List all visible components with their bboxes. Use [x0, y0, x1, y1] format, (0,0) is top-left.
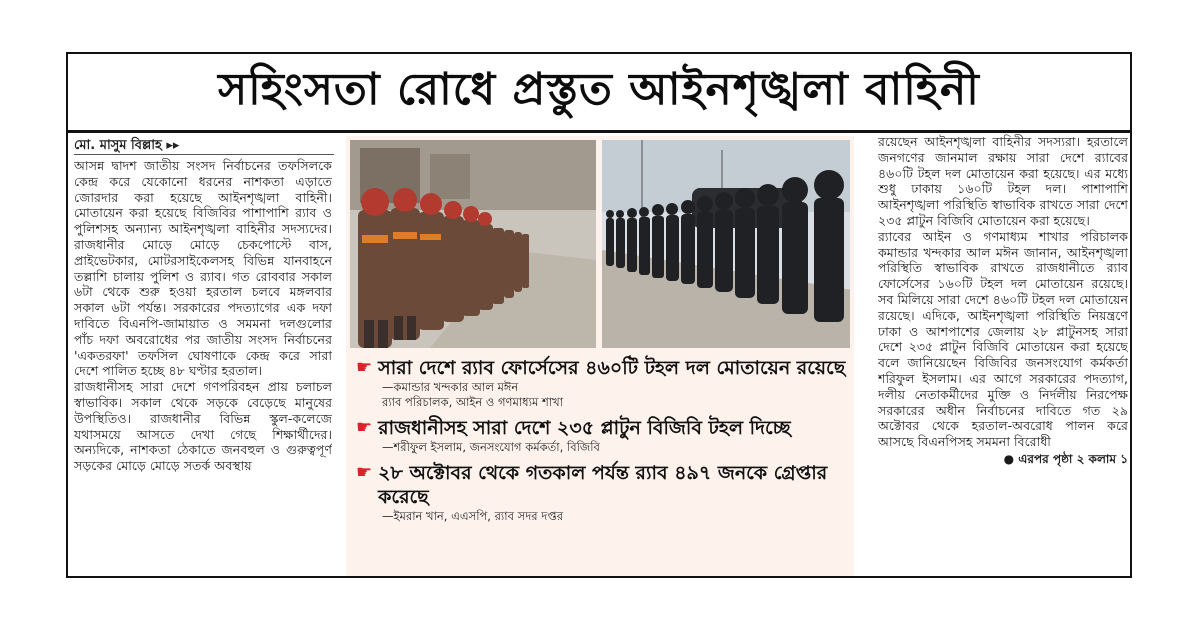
quote-headline: ২৮ অক্টোবর থেকে গতকাল পর্যন্ত র‍্যাব ৪৯৭ জনকে গ্রেপ্তার করেছে: [378, 462, 828, 508]
quote-source: —কমান্ডার খন্দকার আল মঈন: [382, 380, 519, 394]
continued-note: ● এরপর পৃষ্ঠা ২ কলাম ১: [1003, 451, 1128, 466]
quote-source-title: র‍্যাব পরিচালক, আইন ও গণমাধ্যম শাখা: [382, 395, 564, 409]
byline: মো. মাসুম বিল্লাহ ▸▸: [74, 138, 180, 153]
photo-rab-personnel-image: [602, 140, 850, 348]
pointing-hand-icon: ☛: [356, 357, 373, 378]
paragraph: র‍্যাবের আইন ও গণমাধ্যম শাখার পরিচালক কমান্ডার খন্দকার আল মঈন জানান, আইনশৃঙ্খলা পরিস্থিতি স্বাভাবিক রাখতে রাজধানীতে র‍্যাব ফোর্সেসের ১৬০টি টহল দল মোতায়েন রয়েছে। সব মিলিয়ে সারা দেশে ৪৬০টি টহল দল মোতায়েন রয়েছে। এদিকে, আইনশৃঙ্খলা পরিস্থিতি নিয়ন্ত্রণে ঢাকা ও আশপাশের জেলায় ২৮ প্লাটুনসহ সারা দেশে ২৩৫ প্লাটুন বিজিবি মোতায়েন করা হয়েছে বলে জানিয়েছেন বিজিবির জনসংযোগ কর্মকর্তা শরিফুল ইসলাম। এর আগে সরকারের পদত্যাগ, দলীয় নেতাকর্মীদের মুক্তি ও নির্দলীয় নিরপেক্ষ সরকারের অধীন নির্বাচনের দাবিতে গত ২৯ অক্টোবর থেকে হরতাল-অবরোধ পালন করে আসছে বিএনপিসহ সমমনা বিরোধী: [878, 228, 1128, 450]
right-column: [878, 134, 1128, 554]
quote-headline: রাজধানীসহ সারা দেশে ২৩৫ প্লাটুন বিজিবি টহল দিচ্ছে: [378, 417, 791, 439]
photo-bgb-soldiers: [350, 140, 598, 348]
headline-rule: [68, 130, 1130, 133]
photo-bgb-soldiers-image: [350, 140, 596, 348]
quote-headline: সারা দেশে র‍্যাব ফোর্সেসের ৪৬০টি টহল দল মোতায়েন রয়েছে: [378, 357, 846, 379]
quote-item: [356, 356, 846, 410]
quote-source: —শরীফুল ইসলাম, জনসংযোগ কর্মকর্তা, বিজিবি: [382, 440, 600, 454]
quote-item: [356, 416, 846, 455]
photo-rab-personnel: [602, 140, 850, 348]
paragraph: রয়েছেন আইনশৃঙ্খলা বাহিনীর সদস্যরা। হরতালে জনগণের জানমাল রক্ষায় সারা দেশে র‍্যাবের ৪৬০টি টহল দল মোতায়েন করা হয়েছে। এর মধ্যে শুধু ঢাকায় ১৬০টি টহল দল। পাশাপাশি আইনশৃঙ্খলা পরিস্থিতি স্বাভাবিক রাখতে সারা দেশে ২৩৫ প্লাটুন বিজিবি মোতায়েন করা হয়েছে।: [878, 134, 1128, 228]
quote-item: [356, 461, 846, 524]
paragraph: রাজধানীসহ সারা দেশে গণপরিবহন প্রায় চলাচল স্বাভাবিক। সকাল থেকে সড়কে বেড়েছে মানুষের উপস্থিতিও। রাজধানীর বিভিন্ন স্কুল-কলেজে যথাসময়ে আসতে দেখা গেছে শিক্ষার্থীদের। অন্যদিকে, নাশকতা ঠেকাতে জনবহুল ও গুরুত্বপূর্ণ সড়কের মোড়ে মোড়ে সতর্ক অবস্থায়: [74, 379, 332, 474]
left-column: [74, 158, 332, 578]
quote-source: —ইমরান খান, এএসপি, র‍্যাব সদর দপ্তর: [382, 509, 564, 523]
photo-strip: [350, 140, 850, 348]
paragraph: আসন্ন দ্বাদশ জাতীয় সংসদ নির্বাচনের তফসিলকে কেন্দ্র করে যেকোনো ধরনের নাশকতা এড়াতে জোরদার করা হয়েছে আইনশৃঙ্খলা বাহিনী। মোতায়েন করা হয়েছে বিজিবির পাশাপাশি র‍্যাব ও পুলিশসহ অন্যান্য আইনশৃঙ্খলা বাহিনীর সদস্যদের। রাজধানীর মোড়ে মোড়ে চেকপোস্টে বাস, প্রাইভেটকার, মোটরসাইকেলসহ বিভিন্ন যানবাহনে তল্লাশি চালায় পুলিশ ও র‍্যাব। গত রোববার সকাল ৬টা থেকে শুরু হওয়া হরতাল চলবে মঙ্গলবার সকাল ৬টা পর্যন্ত। সরকারের পদত্যাগের এক দফা দাবিতে বিএনপি-জামায়াত ও সমমনা দলগুলোর পাঁচ দফা অবরোধের পর জাতীয় সংসদ নির্বাচনের 'একতরফা' তফসিল ঘোষণাকে কেন্দ্র করে সারা দেশে পালিত হচ্ছে ৪৮ ঘণ্টার হরতাল।: [74, 158, 332, 379]
byline-rule: [74, 154, 334, 155]
center-panel: [346, 136, 854, 578]
pointing-hand-icon: ☛: [356, 417, 373, 438]
headline: সহিংসতা রোধে প্রস্তুত আইনশৃঙ্খলা বাহিনী: [218, 63, 980, 115]
quote-list: [356, 356, 846, 530]
newspaper-clipping: [66, 52, 1132, 578]
pointing-hand-icon: ☛: [356, 462, 373, 483]
